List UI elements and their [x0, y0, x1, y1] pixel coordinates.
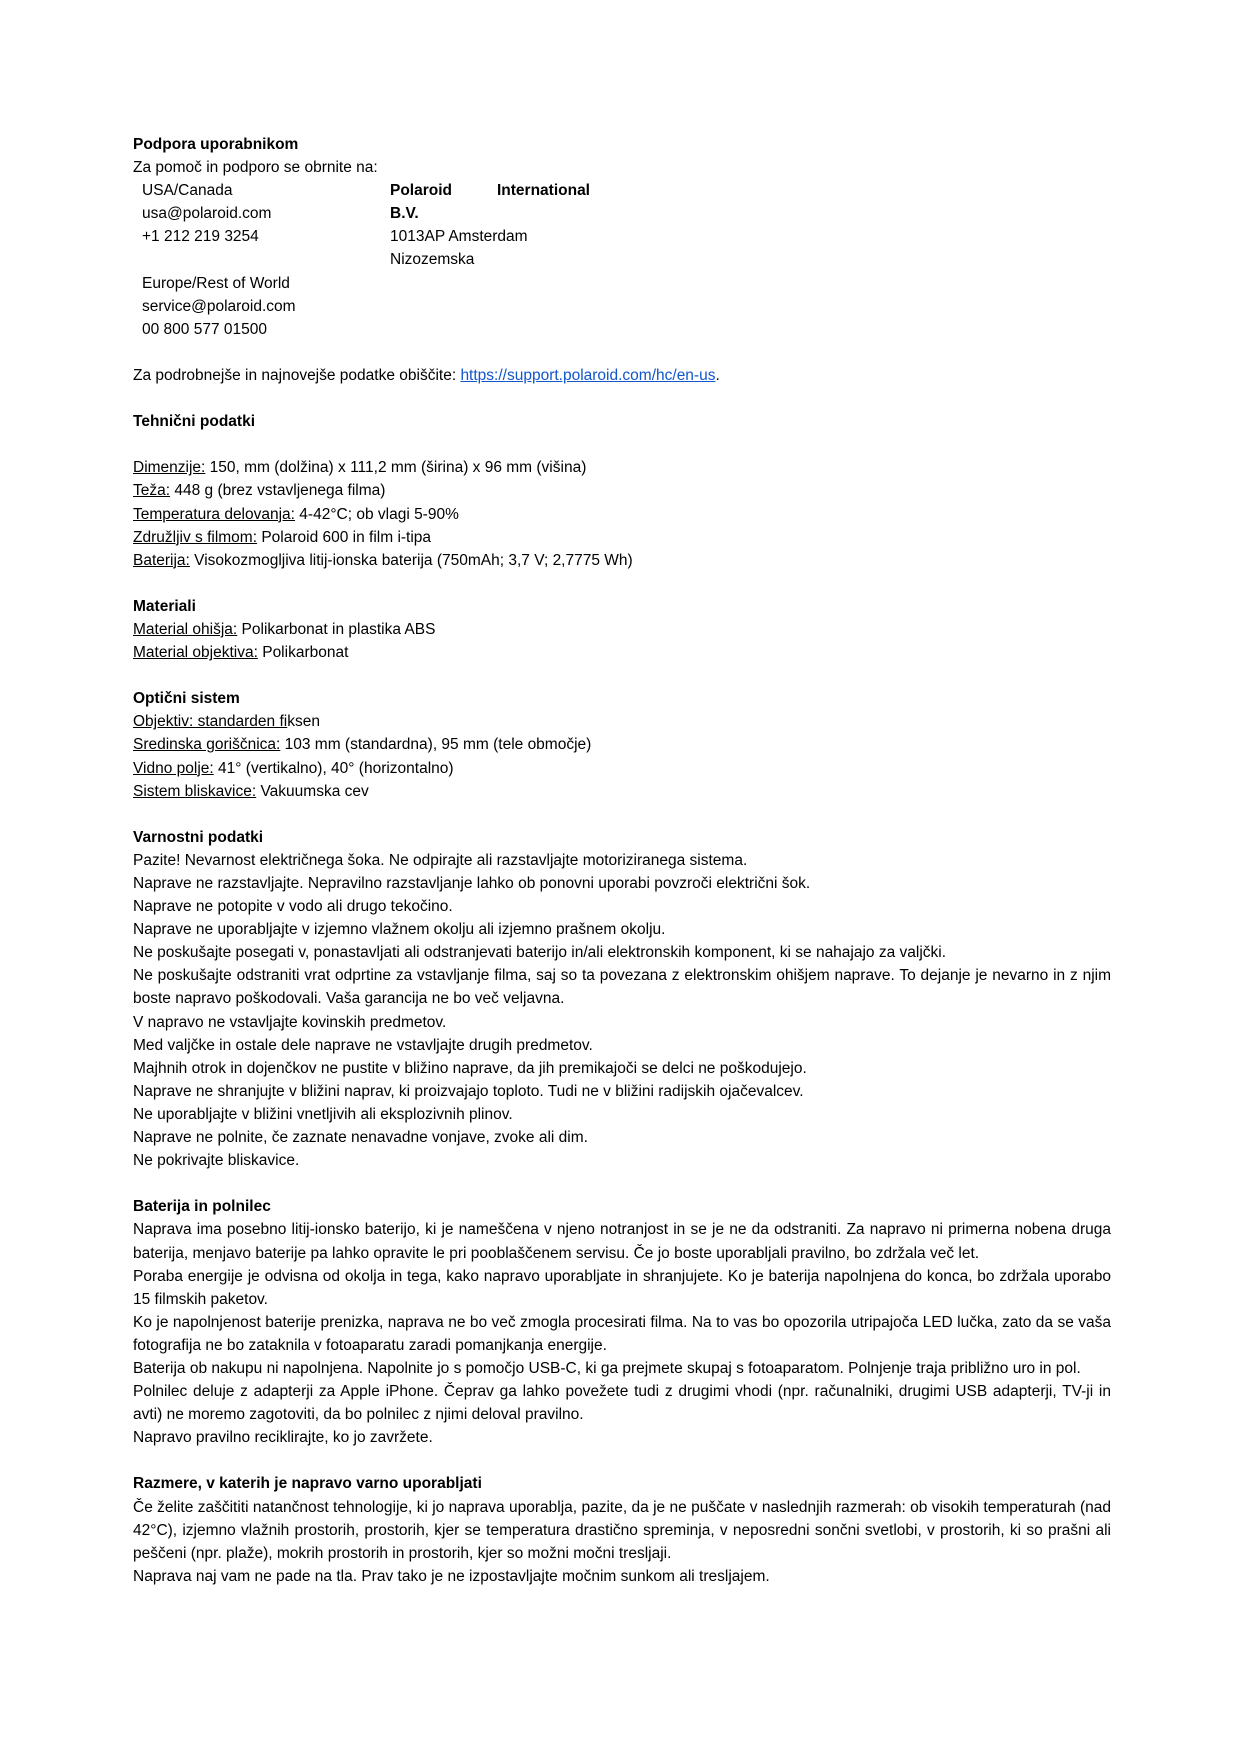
contact-email-europe: service@polaroid.com	[142, 297, 296, 315]
safety-paragraph: Ne poskušajte posegati v, ponastavljati ali odstranjevati baterijo in/ali elektronskih komponent, ki se nahajajo za valjčki.	[133, 944, 947, 962]
spec-row-dimensions	[133, 456, 1111, 479]
spec-row-film-compatibility	[133, 526, 1111, 549]
section-battery	[133, 1195, 1111, 1449]
safety-paragraph: Majhnih otrok in dojenčkov ne pustite v bližino naprave, da jih premikajoči se delci ne poškodujejo.	[133, 1059, 807, 1077]
safety-paragraph: Med valjčke in ostale dele naprave ne vstavljajte drugih predmetov.	[133, 1036, 593, 1054]
battery-heading: Baterija in polnilec	[133, 1198, 271, 1216]
spec-row-operating-temperature	[133, 503, 1111, 526]
section-conditions	[133, 1472, 1111, 1587]
safety-paragraph: Naprave ne potopite v vodo ali drugo tekočino.	[133, 898, 453, 916]
safety-paragraph: Naprave ne uporabljajte v izjemno vlažnem okolju ali izjemno prašnem okolju.	[133, 921, 666, 939]
safety-paragraph: Naprave ne shranjujte v bližini naprav, ki proizvajajo toploto. Tudi ne v bližini radijskih ojačevalcev.	[133, 1082, 804, 1100]
spec-label: Material ohišja:	[133, 620, 238, 638]
battery-paragraph: Naprava ima posebno litij-ionsko baterijo, ki je nameščena v njeno notranjost in se je ne da odstraniti. Za napravo ni primerna nobena druga baterija, menjavo baterije pa lahko opravite le pri pooblaščenem servisu. Če jo boste uporabljali pravilno, bo zdržala več let.	[133, 1221, 1111, 1262]
safety-paragraph: Ne poskušajte odstraniti vrat odprtine za vstavljanje filma, saj so ta povezana z elektronskim ohišjem naprave. To dejanje je nevarno in z njim boste napravo poškodovali. Vaša garancija ne bo več veljavna.	[133, 967, 1111, 1008]
tech-heading: Tehnični podatki	[133, 413, 255, 431]
spec-label: Material objektiva:	[133, 644, 258, 662]
spec-label: Teža:	[133, 482, 171, 500]
spec-row-lens-material	[133, 641, 1111, 664]
contact-column-regions	[133, 179, 390, 341]
more-info-prefix: Za podrobnejše in najnovejše podatke obiščite:	[133, 366, 461, 384]
more-info-line	[133, 364, 1111, 387]
spec-row-body-material	[133, 618, 1111, 641]
company-address-line2: Nizozemska	[390, 251, 475, 269]
safety-paragraph: Ne pokrivajte bliskavice.	[133, 1152, 300, 1170]
support-url-link[interactable]: https://support.polaroid.com/hc/en-us	[460, 366, 716, 384]
company-name-line2: B.V.	[390, 205, 419, 223]
battery-paragraph: Poraba energije je odvisna od okolja in tega, kako napravo uporabljate in shranjujete. Ko je baterija napolnjena do konca, bo zdržala uporabo 15 filmskih paketov.	[133, 1267, 1111, 1308]
battery-paragraph: Polnilec deluje z adapterji za Apple iPhone. Čeprav ga lahko povežete tudi z drugimi vhodi (npr. računalniki, drugimi USB adapterji, TV-ji in avti) ne moremo zagotoviti, da bo polnilec z njimi deloval pravilno.	[133, 1383, 1111, 1424]
section-tech-specs	[133, 410, 1111, 572]
company-name-row	[390, 179, 590, 202]
materials-heading: Materiali	[133, 597, 196, 615]
spec-value: Polaroid 600 in film i-tipa	[257, 528, 432, 546]
spec-value: Visokozmogljiva litij-ionska baterija (750mAh; 3,7 V; 2,7775 Wh)	[189, 551, 633, 569]
spec-value: 150, mm (dolžina) x 111,2 mm (širina) x 96 mm (višina)	[205, 459, 587, 477]
spec-value: 41° (vertikalno), 40° (horizontalno)	[213, 759, 454, 777]
spec-row-flash-system	[133, 780, 1111, 803]
spec-row-weight	[133, 479, 1111, 502]
spacer	[133, 433, 1111, 456]
spec-label: Temperatura delovanja:	[133, 505, 295, 523]
contact-region-europe: Europe/Rest of World	[142, 274, 290, 292]
safety-paragraph: Pazite! Nevarnost električnega šoka. Ne odpirajte ali razstavljajte motoriziranega sistema.	[133, 851, 748, 869]
battery-paragraph: Napravo pravilno reciklirajte, ko jo zavržete.	[133, 1429, 433, 1447]
safety-heading: Varnostni podatki	[133, 828, 264, 846]
optics-heading: Optični sistem	[133, 690, 240, 708]
spec-value: 448 g (brez vstavljenega filma)	[170, 482, 386, 500]
safety-paragraph: Ne uporabljajte v bližini vnetljivih ali eksplozivnih plinov.	[133, 1105, 513, 1123]
conditions-paragraph: Če želite zaščititi natančnost tehnologije, ki jo naprava uporablja, pazite, da je ne puščate v naslednjih razmerah: ob visokih temperaturah (nad 42°C), izjemno vlažnih prostorih, prostorih, kjer se temperatura drastično spreminja, v neposredni sončni svetlobi, v prostorih, ki so prašni ali peščeni (npr. plaže), mokrih prostorih in prostorih, kjer so možni močni tresljaji.	[133, 1498, 1111, 1562]
contact-email-usa: usa@polaroid.com	[142, 205, 272, 223]
spec-row-lens	[133, 710, 1111, 733]
contact-column-company	[390, 179, 590, 341]
spec-row-focal-length	[133, 733, 1111, 756]
section-support	[133, 133, 1111, 387]
contact-table	[133, 179, 1111, 341]
spec-row-battery	[133, 549, 1111, 572]
spec-label: Baterija:	[133, 551, 190, 569]
spacer	[142, 248, 390, 271]
section-materials	[133, 595, 1111, 664]
support-heading: Podpora uporabnikom	[133, 136, 299, 153]
spec-value: ksen	[287, 713, 320, 731]
battery-paragraph: Ko je napolnjenost baterije prenizka, naprava ne bo več zmogla procesirati filma. Na to vas bo opozorila utripajoča LED lučka, zato da se vaša fotografija ne bo zataknila v fotoaparatu zaradi pomanjkanja energije.	[133, 1313, 1111, 1354]
spec-label: Objektiv: standarden fi	[133, 713, 288, 731]
battery-paragraph: Baterija ob nakupu ni napolnjena. Napolnite jo s pomočjo USB-C, ki ga prejmete skupaj s fotoaparatom. Polnjenje traja približno uro in pol.	[133, 1359, 1081, 1377]
spec-value: 103 mm (standardna), 95 mm (tele območje)	[280, 736, 592, 754]
document-content	[133, 133, 1111, 1588]
safety-paragraph: Naprave ne razstavljajte. Nepravilno razstavljanje lahko ob ponovni uporabi povzroči električni šok.	[133, 875, 811, 892]
spec-label: Vidno polje:	[133, 759, 214, 777]
contact-region-usa: USA/Canada	[142, 182, 233, 200]
spec-value: 4-42°C; ob vlagi 5-90%	[295, 505, 459, 523]
spec-value: Vakuumska cev	[256, 782, 369, 800]
section-optics	[133, 687, 1111, 802]
conditions-heading: Razmere, v katerih je napravo varno uporabljati	[133, 1475, 482, 1493]
spec-label: Sredinska goriščnica:	[133, 736, 281, 754]
spec-label: Dimenzije:	[133, 459, 206, 477]
spec-label: Sistem bliskavice:	[133, 782, 257, 800]
company-name-word1: Polaroid	[390, 182, 453, 200]
spec-value: Polikarbonat in plastika ABS	[237, 620, 436, 638]
company-name-word2: International	[496, 182, 590, 200]
conditions-paragraph: Naprava naj vam ne pade na tla. Prav tako je ne izpostavljajte močnim sunkom ali tresljajem.	[133, 1567, 770, 1585]
spec-row-field-of-view	[133, 757, 1111, 780]
contact-phone-usa: +1 212 219 3254	[142, 228, 259, 246]
more-info-suffix: .	[715, 366, 720, 384]
company-address-line1: 1013AP Amsterdam	[390, 228, 528, 246]
support-intro: Za pomoč in podporo se obrnite na:	[133, 159, 378, 177]
spec-value: Polikarbonat	[257, 644, 349, 662]
safety-paragraph: Naprave ne polnite, če zaznate nenavadne vonjave, zvoke ali dim.	[133, 1129, 588, 1147]
spec-label: Združljiv s filmom:	[133, 528, 258, 546]
safety-paragraph: V napravo ne vstavljajte kovinskih predmetov.	[133, 1013, 447, 1031]
section-safety	[133, 826, 1111, 1172]
contact-phone-europe: 00 800 577 01500	[142, 320, 267, 338]
